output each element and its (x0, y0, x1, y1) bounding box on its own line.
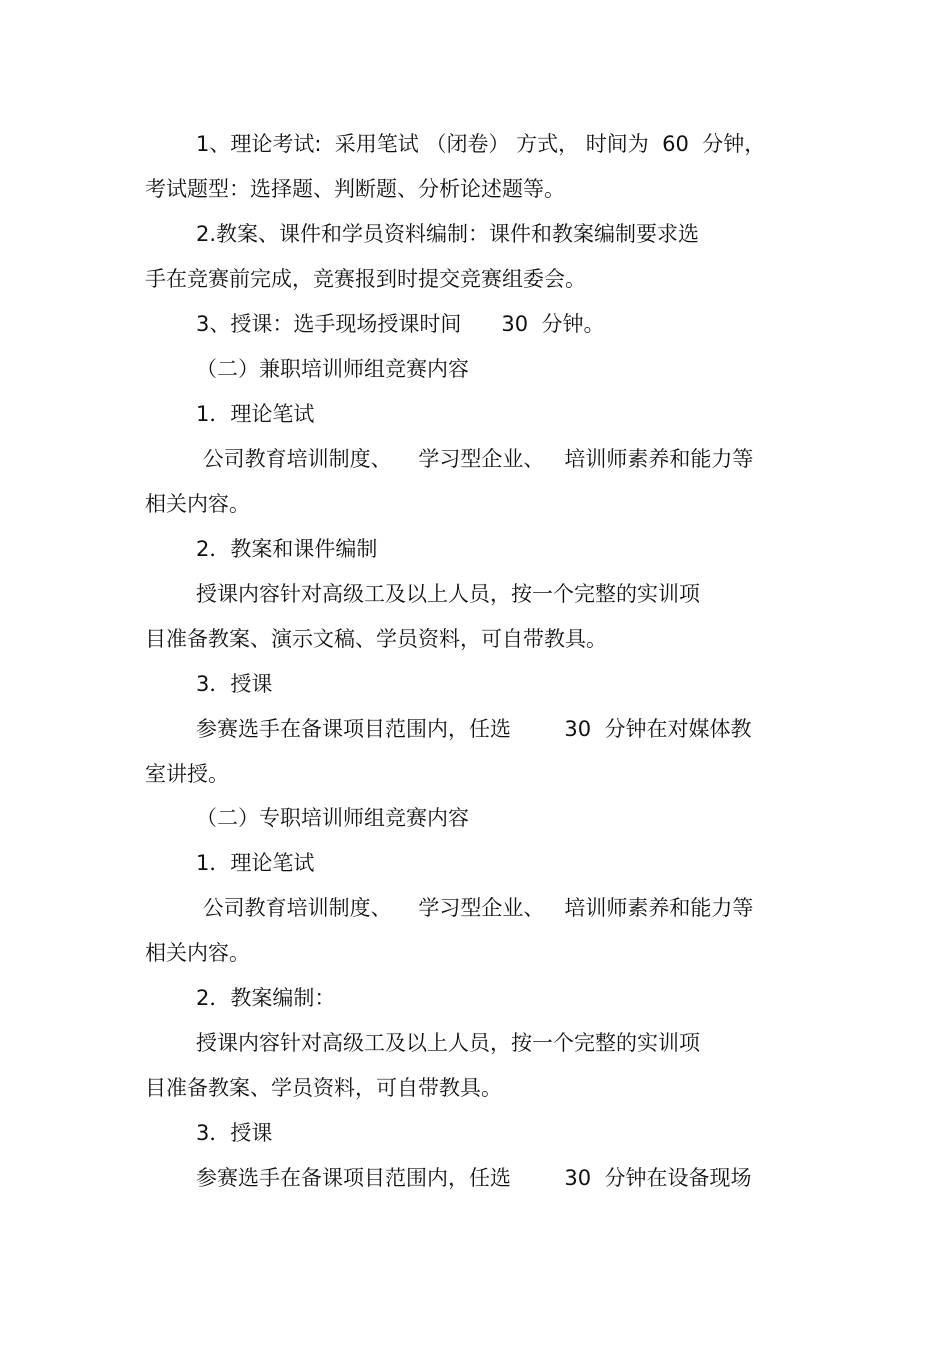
paragraph-line: 手在竞赛前完成，竞赛报到时提交竞赛组委会。 (145, 267, 586, 291)
paragraph-line: 公司教育培训制度、 学习型企业、 培训师素养和能力等 (196, 447, 754, 471)
paragraph-line: 参赛选手在备课项目范围内，任选 30 分钟在设备现场 (196, 1166, 752, 1190)
subsection-heading: 2．教案编制： (196, 986, 336, 1010)
section-heading: （二）专职培训师组竞赛内容 (196, 806, 469, 830)
subsection-heading: 1．理论笔试 (196, 851, 315, 875)
paragraph-line: 1、理论考试: 采用笔试 （闭卷） 方式， 时间为 60 分钟， (196, 132, 766, 156)
paragraph-line: 3、授课：选手现场授课时间 30 分钟。 (196, 312, 605, 336)
subsection-heading: 3．授课 (196, 1121, 273, 1145)
paragraph-line: 公司教育培训制度、 学习型企业、 培训师素养和能力等 (196, 896, 754, 920)
paragraph-line: 目准备教案、学员资料，可自带教具。 (145, 1076, 502, 1100)
section-heading: （二）兼职培训师组竞赛内容 (196, 357, 469, 381)
paragraph-line: 参赛选手在备课项目范围内，任选 30 分钟在对媒体教 (196, 717, 752, 741)
subsection-heading: 3．授课 (196, 672, 273, 696)
subsection-heading: 2．教案和课件编制 (196, 537, 378, 561)
paragraph-line: 2.教案、课件和学员资料编制：课件和教案编制要求选 (196, 222, 700, 246)
paragraph-line: 室讲授。 (145, 762, 229, 786)
subsection-heading: 1．理论笔试 (196, 402, 315, 426)
paragraph-line: 授课内容针对高级工及以上人员，按一个完整的实训项 (196, 1031, 700, 1055)
paragraph-line: 相关内容。 (145, 492, 250, 516)
paragraph-line: 考试题型：选择题、判断题、分析论述题等。 (145, 177, 565, 201)
paragraph-line: 相关内容。 (145, 941, 250, 965)
paragraph-line: 授课内容针对高级工及以上人员，按一个完整的实训项 (196, 582, 700, 606)
paragraph-line: 目准备教案、演示文稿、学员资料，可自带教具。 (145, 627, 607, 651)
